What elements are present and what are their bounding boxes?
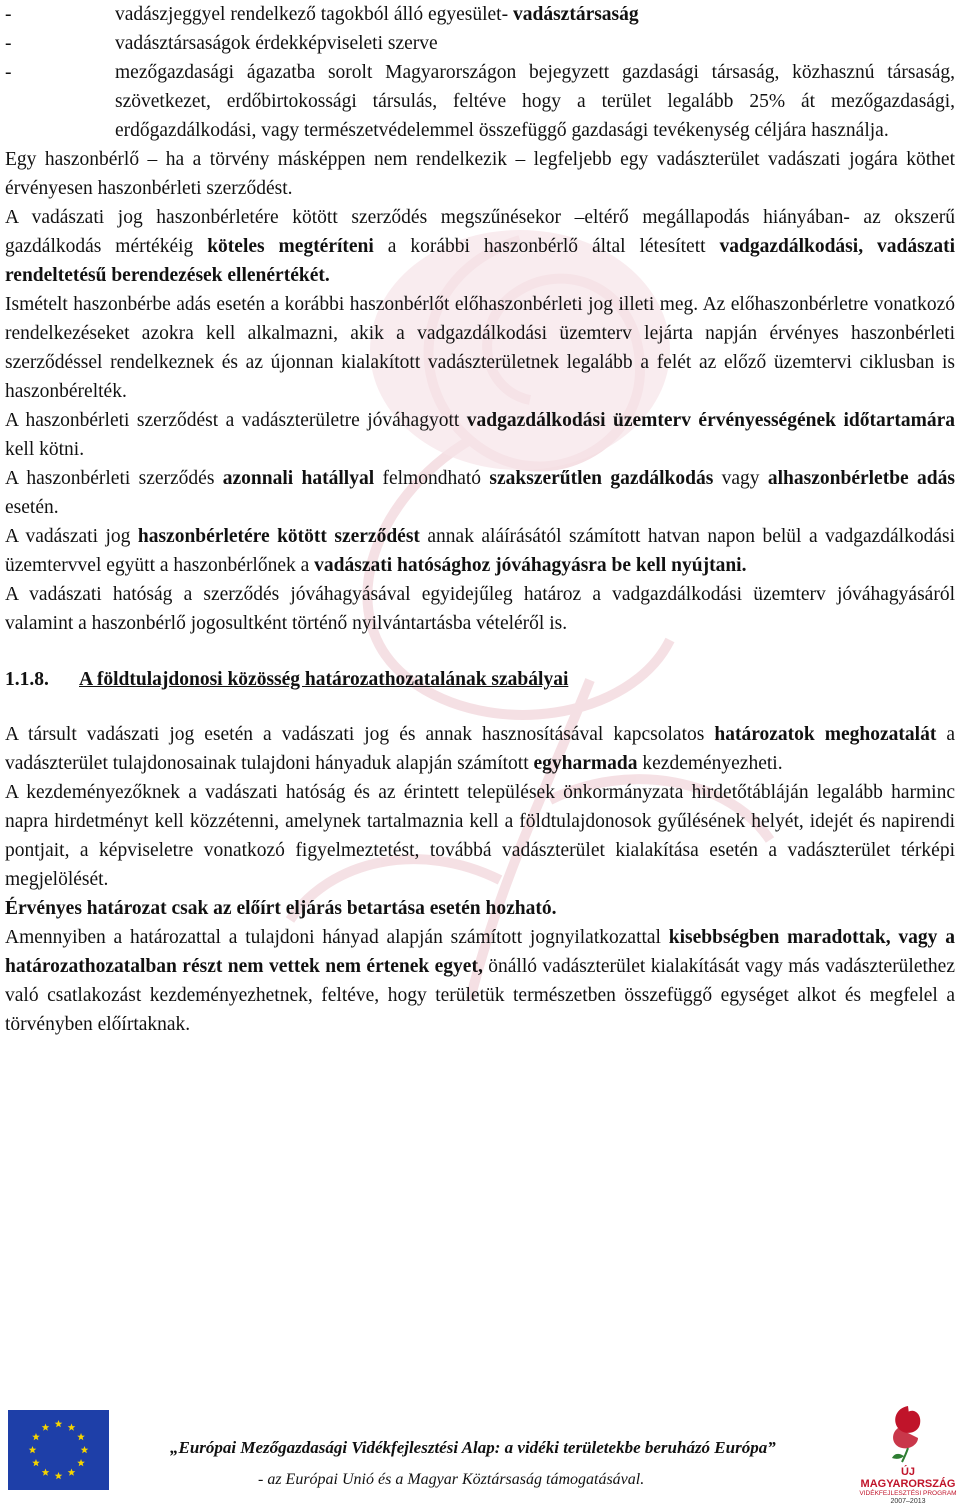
- bold-text-run: Érvényes határozat csak az előírt eljárás betartása esetén hozható.: [5, 898, 557, 919]
- text-run: a vadászterület tulajdonosainak tulajdoni hányaduk alapján számított: [5, 724, 956, 774]
- bold-text-run: vadásztársaság: [512, 4, 639, 25]
- eligibility-list: [5, 0, 955, 145]
- footer-caption-main: „Európai Mezőgazdasági Vidékfejlesztési Alap: a vidéki területekbe beruházó Európa”: [170, 1438, 776, 1457]
- text-run: Ismételt haszonbérbe adás esetén a korábbi haszonbérlőt előhaszonbérleti jog illeti meg. Az előhaszonbérletre vonatkozó rendelkezéseket azokra kell alkalmazni, akik a vadgazdálkodási üzemterv lejárta napján érvényes haszonbérleti szerződéssel rendelkeznek és az újonnan kialakított vadászterületnek legalább a felét az előző üzemtervi ciklusban is haszonbérelték.: [5, 294, 955, 402]
- list-item: [5, 58, 955, 145]
- text-run: A haszonbérleti szerződést a vadászterületre jóváhagyott: [5, 410, 467, 431]
- list-item-text: [115, 29, 955, 58]
- bold-text-run: határozatok meghozatalát: [714, 724, 937, 745]
- paragraph: [5, 580, 955, 638]
- paragraphs-bottom: [5, 720, 955, 1039]
- text-run: kell kötni.: [5, 439, 85, 460]
- eu-flag-icon: [8, 1410, 109, 1490]
- text-run: a korábbi haszonbérlő által létesített: [373, 236, 720, 257]
- paragraph: [5, 778, 955, 894]
- text-run: vagy: [713, 468, 768, 489]
- paragraph: [5, 894, 955, 923]
- bold-text-run: kisebbségben maradottak, vagy a határozathozatalban részt nem vettek nem értenek egyet,: [5, 927, 955, 977]
- text-run: annak aláírásától számított hatvan napon belül a vadgazdálkodási üzemtervvel együtt a haszonbérlőnek a: [5, 526, 956, 576]
- list-item-text: [115, 0, 955, 29]
- logo-text: [858, 1466, 958, 1506]
- list-item: [5, 29, 955, 58]
- footer-caption-sub: - az Európai Unió és a Magyar Köztársaság támogatásával.: [258, 1471, 645, 1488]
- text-run: A kezdeményezőknek a vadászati hatóság és az érintett települések önkormányzata hirdetőtábláján legalább harminc napra hirdetményt kell közzétenni, amelynek tartalmaznia kell a földtulajdonosok gyűlésének helyét, idejét és napirendi pontjait, a képviseletre vonatkozó figyelmeztetést, továbbá vadászterület kialakítása esetén a vadászterület térképi megjelölését.: [5, 782, 955, 890]
- paragraph: [5, 720, 955, 778]
- list-dash: -: [5, 33, 12, 54]
- paragraph: [5, 290, 955, 406]
- text-run: A társult vadászati jog esetén a vadászati jog és annak hasznosításával kapcsolatos: [5, 724, 715, 745]
- paragraph: [5, 923, 955, 1039]
- logo-subtitle: VIDÉKFEJLESZTÉSI PROGRAM: [859, 1490, 957, 1497]
- list-item-text: [115, 58, 955, 145]
- text-run: vadásztársaságok érdekképviseleti szerve: [115, 33, 438, 54]
- text-run: mezőgazdasági ágazatba sorolt Magyarországon bejegyzett gazdasági társaság, közhasznú társaság, szövetkezet, erdőbirtokossági társulás, feltéve hogy a terület legalább 25% át mezőgazdasági, erdőgazdálkodási, vagy természetvédelemmel összefüggő gazdasági tevékenység céljára használja.: [115, 62, 955, 141]
- logo-name: ÚJ MAGYARORSZÁG: [860, 1466, 956, 1490]
- text-run: A haszonbérleti szerződés: [5, 468, 223, 489]
- text-run: önálló vadászterület kialakítását vagy más vadászterülethez való csatlakozást kezdeményezhetnek, feltéve, hogy területük természetben összefüggő egységet alkot és megfelel a törvényben előírtaknak.: [5, 956, 955, 1035]
- text-run: A vadászati jog haszonbérletére kötött szerződés megszűnésekor –eltérő megállapodás hiányában- az okszerű gazdálkodás mértékéig: [5, 207, 955, 257]
- list-dash: -: [5, 62, 12, 83]
- text-run: esetén.: [5, 497, 59, 518]
- bold-text-run: azonnali hatállyal: [222, 468, 375, 489]
- bold-text-run: alhaszonbérletbe adás: [767, 468, 955, 489]
- list-dash: -: [5, 4, 12, 25]
- bold-text-run: haszonbérletére kötött szerződést: [137, 526, 420, 547]
- paragraphs-top: [5, 145, 955, 638]
- logo-years: 2007–2013: [890, 1498, 926, 1505]
- section-number: 1.1.8.: [5, 669, 49, 690]
- section-title: A földtulajdonosi közösség határozathozatalának szabályai: [79, 669, 569, 690]
- paragraph: [5, 406, 955, 464]
- text-run: vadászjeggyel rendelkező tagokból álló egyesület-: [115, 4, 513, 25]
- bold-text-run: egyharmada: [533, 753, 638, 774]
- text-run: A vadászati jog: [5, 526, 138, 547]
- text-run: Amennyiben a határozattal a tulajdoni hányad alapján számított jognyilatkozattal: [5, 927, 669, 948]
- bold-text-run: köteles megtéríteni: [207, 236, 374, 257]
- list-item: [5, 0, 955, 29]
- section-heading: [5, 665, 955, 694]
- bold-text-run: vadgazdálkodási, vadászati rendeltetésű berendezések ellenértékét.: [5, 236, 955, 286]
- text-run: felmondható: [374, 468, 490, 489]
- bold-text-run: szakszerűtlen gazdálkodás: [489, 468, 714, 489]
- bold-text-run: vadászati hatósághoz jóváhagyásra be kell nyújtani.: [314, 555, 747, 576]
- paragraph: [5, 203, 955, 290]
- text-run: Egy haszonbérlő – ha a törvény másképpen nem rendelkezik – legfeljebb egy vadászterület vadászati jogára köthet érvényesen haszonbérleti szerződést.: [5, 149, 955, 199]
- paragraph: [5, 464, 955, 522]
- text-run: A vadászati hatóság a szerződés jóváhagyásával egyidejűleg határoz a vadgazdálkodási üzemterv jóváhagyásáról valamint a haszonbérlő jogosultként történő nyilvántartásba vételéről is.: [5, 584, 955, 634]
- bold-text-run: vadgazdálkodási üzemterv érvényességének időtartamára: [466, 410, 956, 431]
- paragraph: [5, 145, 955, 203]
- page-footer: [0, 1400, 960, 1505]
- text-run: kezdeményezheti.: [637, 753, 783, 774]
- document-body: [5, 0, 955, 1039]
- paragraph: [5, 522, 955, 580]
